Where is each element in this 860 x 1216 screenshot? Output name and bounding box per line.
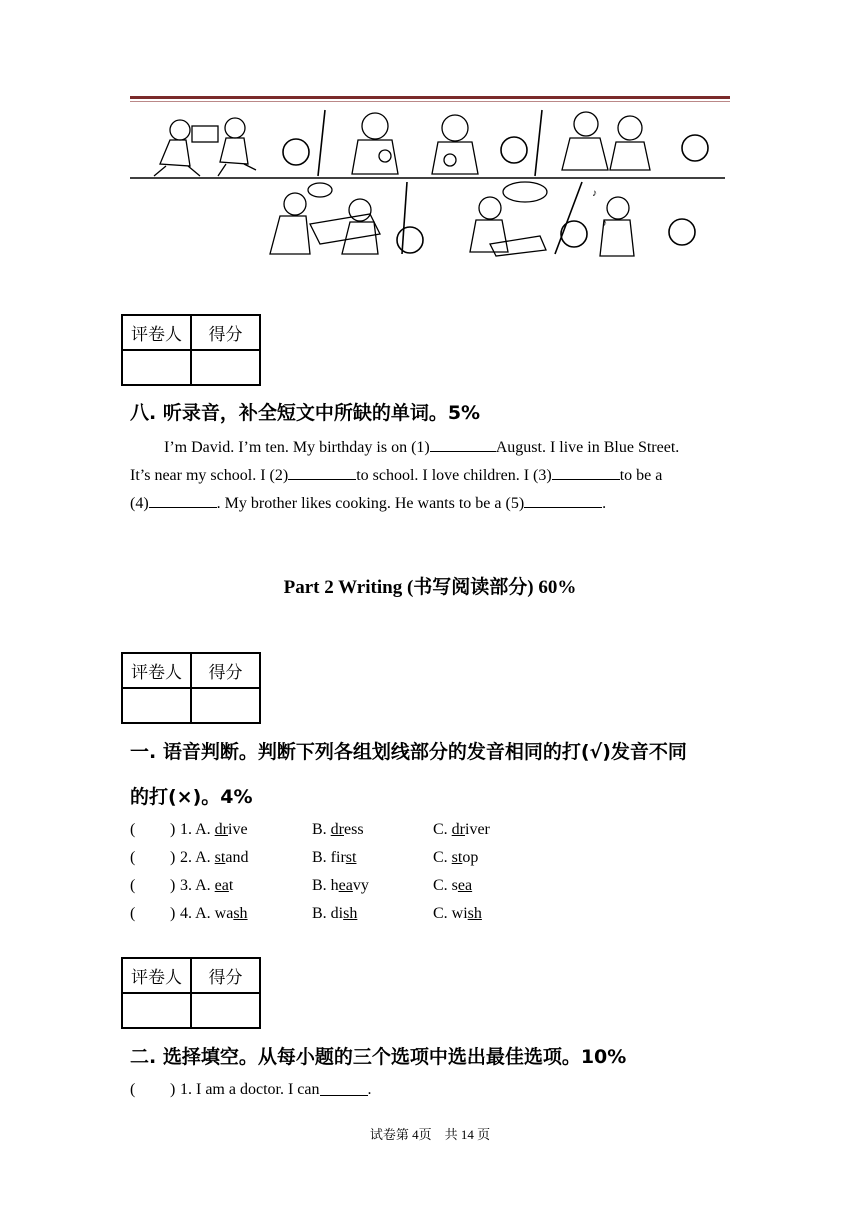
scene-girl-singing xyxy=(592,188,634,256)
underlined-part: dr xyxy=(451,821,465,838)
answer-paren-open[interactable]: ( xyxy=(130,849,136,866)
phonics-row xyxy=(130,877,730,899)
answer-paren-close: ) xyxy=(170,1081,176,1098)
blank-3[interactable] xyxy=(552,465,620,480)
option-b xyxy=(312,877,369,895)
option-label: C. xyxy=(433,821,448,838)
grader-cell[interactable] xyxy=(122,350,191,385)
strip-divider xyxy=(535,110,542,176)
grader-cell[interactable] xyxy=(122,993,191,1028)
option-b xyxy=(312,849,356,867)
blank-4[interactable] xyxy=(149,493,217,508)
word-part: iver xyxy=(465,821,490,838)
option-c xyxy=(433,877,472,895)
answer-circle xyxy=(397,227,423,253)
header-rule-thin xyxy=(130,101,730,102)
question-row xyxy=(130,1081,730,1103)
question-number: 3. A. xyxy=(180,877,211,894)
option-c xyxy=(433,905,482,923)
question-stem: 1. I am a doctor. I can xyxy=(180,1081,320,1098)
scene-kids-books xyxy=(154,118,256,176)
answer-paren-close: ) xyxy=(170,877,176,894)
answer-paren-close: ) xyxy=(170,905,176,922)
blank-q1[interactable] xyxy=(320,1081,368,1096)
section8-heading: 八. 听录音，补全短文中所缺的单词。5% xyxy=(130,402,481,424)
section8-line3 xyxy=(130,493,606,513)
text-segment: . xyxy=(602,495,607,512)
phonics-row xyxy=(130,821,730,843)
option-label: B. xyxy=(312,821,327,838)
question-number: 1. A. xyxy=(180,821,211,838)
option-a xyxy=(180,877,233,895)
grader-label: 评卷人 xyxy=(122,958,191,993)
text-segment: . My brother likes cooking. He wants to be a (5) xyxy=(216,495,525,512)
word-part: ive xyxy=(228,821,248,838)
option-a xyxy=(180,905,248,923)
grader-cell[interactable] xyxy=(122,688,191,723)
underlined-part: st xyxy=(214,849,226,866)
scene-mothers-babies xyxy=(352,113,478,174)
page-footer: 试卷第 4页 共 14 页 xyxy=(369,1127,491,1142)
underlined-part: ea xyxy=(457,877,473,894)
option-label: B. xyxy=(312,905,327,922)
option-a xyxy=(180,821,248,839)
text-segment: It’s near my school. I (2) xyxy=(130,467,289,484)
answer-circle xyxy=(669,219,695,245)
section1-heading-line1: 一. 语音判断。判断下列各组划线部分的发音相同的打(√)发音不同 xyxy=(130,741,687,763)
option-label: B. xyxy=(312,877,327,894)
strip-divider xyxy=(402,182,407,254)
answer-paren-open[interactable]: ( xyxy=(130,877,136,894)
grader-label: 评卷人 xyxy=(122,315,191,350)
score-label: 得分 xyxy=(191,653,260,688)
answer-circle xyxy=(501,137,527,163)
blank-2[interactable] xyxy=(288,465,356,480)
option-a xyxy=(180,849,248,867)
score-box xyxy=(121,957,261,1029)
score-box xyxy=(121,314,261,386)
word-part: di xyxy=(330,905,344,922)
question-number: 2. A. xyxy=(180,849,211,866)
phonics-row xyxy=(130,849,730,871)
score-cell[interactable] xyxy=(191,993,260,1028)
option-label: C. xyxy=(433,877,448,894)
answer-circle xyxy=(283,139,309,165)
word-part: h xyxy=(330,877,339,894)
word-part: op xyxy=(462,849,479,866)
word-part: and xyxy=(225,849,249,866)
question-number: 4. A. xyxy=(180,905,211,922)
score-label: 得分 xyxy=(191,315,260,350)
section8-line2 xyxy=(130,465,662,485)
underlined-part: ea xyxy=(338,877,353,894)
answer-circle xyxy=(682,135,708,161)
score-cell[interactable] xyxy=(191,350,260,385)
option-label: C. xyxy=(433,905,448,922)
grader-label: 评卷人 xyxy=(122,653,191,688)
answer-circle xyxy=(561,221,587,247)
option-b xyxy=(312,821,364,839)
svg-text:♪: ♪ xyxy=(602,218,607,229)
underlined-part: sh xyxy=(233,905,248,922)
answer-paren-close: ) xyxy=(170,849,176,866)
word-part: ess xyxy=(344,821,364,838)
option-c xyxy=(433,849,478,867)
text-segment: to be a xyxy=(619,467,663,484)
header-rule xyxy=(130,96,730,99)
strip-divider xyxy=(555,182,582,254)
strip-divider xyxy=(318,110,325,176)
picture-strip xyxy=(130,104,730,280)
option-label: B. xyxy=(312,849,327,866)
word-part: wa xyxy=(214,905,234,922)
section1-heading-line2: 的打(×)。4% xyxy=(130,786,253,808)
score-label: 得分 xyxy=(191,958,260,993)
score-box xyxy=(121,652,261,724)
text-segment: August. I live in Blue Street. xyxy=(495,439,680,456)
blank-1[interactable] xyxy=(430,437,496,452)
option-c xyxy=(433,821,490,839)
underlined-part: sh xyxy=(467,905,482,922)
text-segment: to school. I love children. I (3) xyxy=(356,467,552,484)
answer-paren-open[interactable]: ( xyxy=(130,1081,136,1098)
text-segment: (4) xyxy=(130,495,149,512)
answer-paren-open[interactable]: ( xyxy=(130,821,136,838)
scene-girl-math xyxy=(470,182,547,256)
scene-girls-talking xyxy=(562,112,650,170)
underlined-part: st xyxy=(345,849,357,866)
word-part: vy xyxy=(352,877,369,894)
word-part: s xyxy=(451,877,458,894)
question-text xyxy=(180,1081,372,1099)
punctuation: . xyxy=(367,1081,372,1098)
underlined-part: ea xyxy=(214,877,229,894)
underlined-part: sh xyxy=(343,905,358,922)
blank-5[interactable] xyxy=(524,493,602,508)
text-segment: I’m David. I’m ten. My birthday is on (1) xyxy=(164,439,430,456)
underlined-part: dr xyxy=(330,821,344,838)
answer-paren-close: ) xyxy=(170,821,176,838)
part2-title: Part 2 Writing (书写阅读部分) 60% xyxy=(283,577,577,598)
phonics-row xyxy=(130,905,730,927)
option-label: C. xyxy=(433,849,448,866)
word-part: fir xyxy=(330,849,346,866)
svg-text:♪: ♪ xyxy=(592,188,597,199)
underlined-part: dr xyxy=(214,821,228,838)
underlined-part: st xyxy=(451,849,463,866)
section2-heading: 二. 选择填空。从每小题的三个选项中选出最佳选项。10% xyxy=(130,1046,627,1068)
section8-line1 xyxy=(164,437,679,457)
word-part: t xyxy=(228,877,234,894)
scene-kids-desk xyxy=(270,183,380,254)
score-cell[interactable] xyxy=(191,688,260,723)
word-part: wi xyxy=(451,905,468,922)
option-b xyxy=(312,905,357,923)
answer-paren-open[interactable]: ( xyxy=(130,905,136,922)
